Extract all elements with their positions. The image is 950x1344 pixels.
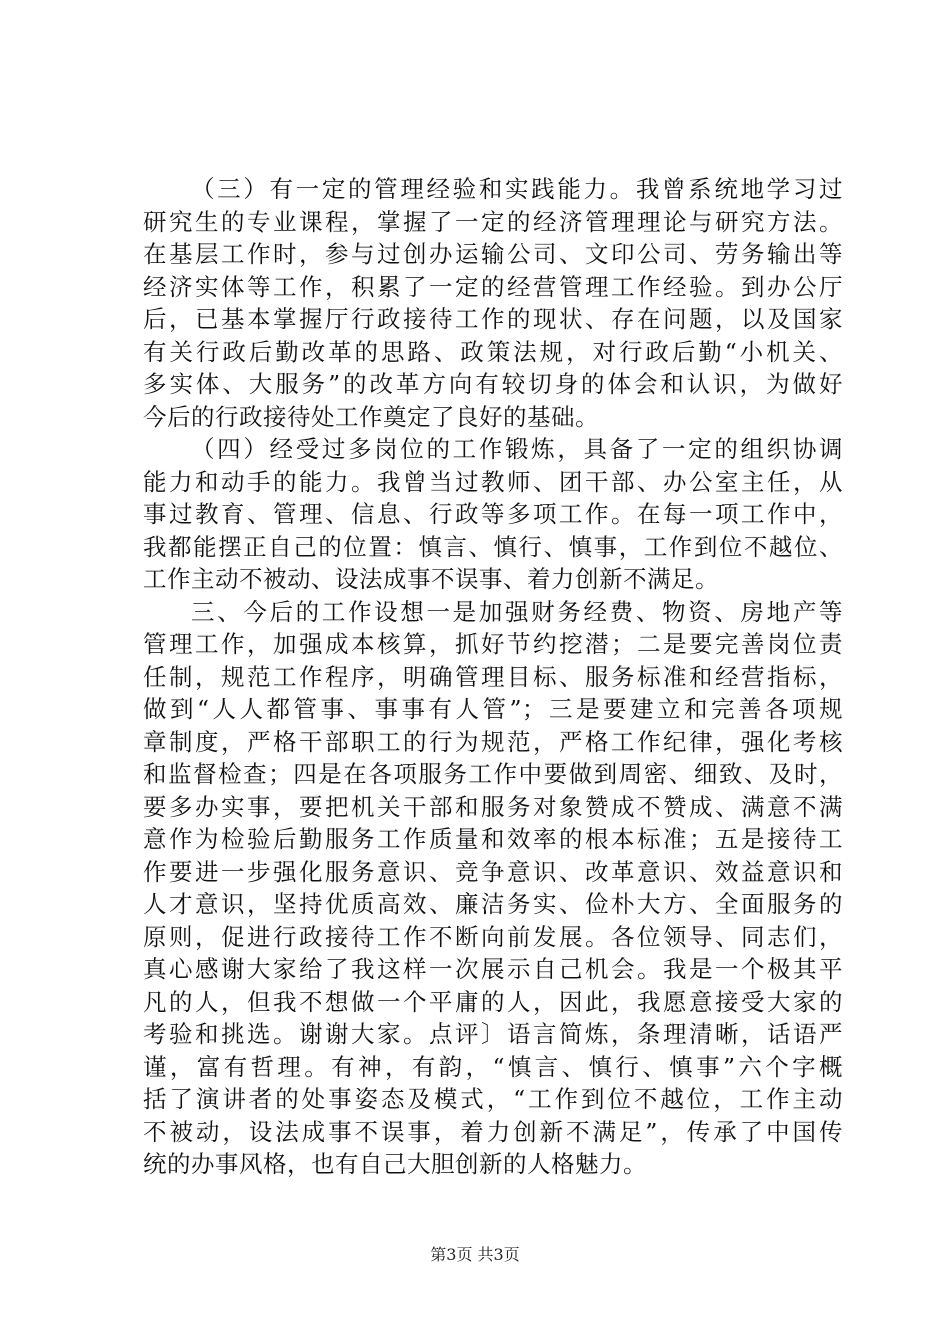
text-line: 括了演讲者的处事姿态及模式，“工作到位不越位，工作主动 bbox=[143, 1085, 843, 1113]
text-line: 和监督检查；四是在各项服务工作中要做到周密、细致、及时， bbox=[143, 760, 843, 788]
document-body bbox=[143, 173, 843, 1181]
text-line: 原则，促进行政接待工作不断向前发展。各位领导、同志们， bbox=[143, 922, 843, 951]
text-line: 后，已基本掌握厅行政接待工作的现状、存在问题，以及国家 bbox=[143, 305, 843, 333]
text-line: 多实体、大服务”的改革方向有较切身的体会和认识，为做好 bbox=[143, 370, 843, 398]
text-line: 工作主动不被动、设法成事不误事、着力创新不满足。 bbox=[143, 565, 719, 593]
text-line: （三）有一定的管理经验和实践能力。我曾系统地学习过 bbox=[191, 175, 843, 203]
text-line: 意作为检验后勤服务工作质量和效率的根本标准；五是接待工 bbox=[143, 825, 843, 853]
text-line: 三、今后的工作设想一是加强财务经费、物资、房地产等 bbox=[191, 597, 843, 626]
text-line: 统的办事风格，也有自己大胆创新的人格魅力。 bbox=[143, 1150, 647, 1178]
text-line: 做到“人人都管事、事事有人管”；三是要建立和完善各项规 bbox=[143, 695, 843, 723]
text-line: 研究生的专业课程，掌握了一定的经济管理理论与研究方法。 bbox=[143, 207, 843, 236]
text-line: 作要进一步强化服务意识、竞争意识、改革意识、效益意识和 bbox=[143, 857, 843, 886]
text-line: 经济实体等工作，积累了一定的经营管理工作经验。到办公厅 bbox=[143, 272, 843, 301]
text-line: 管理工作，加强成本核算，抓好节约挖潜；二是要完善岗位责 bbox=[143, 630, 843, 658]
text-line: 事过教育、管理、信息、行政等多项工作。在每一项工作中， bbox=[143, 500, 843, 528]
text-line: 凡的人，但我不想做一个平庸的人，因此，我愿意接受大家的 bbox=[143, 987, 843, 1016]
text-line: 在基层工作时，参与过创办运输公司、文印公司、劳务输出等 bbox=[143, 240, 843, 268]
text-line: 今后的行政接待处工作奠定了良好的基础。 bbox=[143, 402, 599, 431]
text-line: 考验和挑选。谢谢大家。点评〕语言简炼，条理清晰，话语严 bbox=[143, 1020, 843, 1048]
text-line: 任制，规范工作程序，明确管理目标、服务标准和经营指标， bbox=[143, 662, 843, 691]
text-line: 真心感谢大家给了我这样一次展示自己机会。我是一个极其平 bbox=[143, 955, 843, 983]
text-line: 不被动，设法成事不误事，着力创新不满足”，传承了中国传 bbox=[143, 1117, 843, 1146]
text-line: 能力和动手的能力。我曾当过教师、团干部、办公室主任，从 bbox=[143, 467, 843, 496]
text-line: （四）经受过多岗位的工作锻炼，具备了一定的组织协调 bbox=[191, 435, 843, 463]
text-line: 要多办实事，要把机关干部和服务对象赞成不赞成、满意不满 bbox=[143, 792, 843, 821]
page-footer: 第3页 共3页 bbox=[430, 1245, 520, 1264]
text-line: 谨，富有哲理。有神，有韵，“慎言、慎行、慎事”六个字概 bbox=[143, 1052, 843, 1081]
text-line: 有关行政后勤改革的思路、政策法规，对行政后勤“小机关、 bbox=[143, 337, 843, 366]
text-line: 人才意识，坚持优质高效、廉洁务实、俭朴大方、全面服务的 bbox=[143, 890, 843, 918]
text-line: 章制度，严格干部职工的行为规范，严格工作纪律，强化考核 bbox=[143, 727, 843, 756]
text-line: 我都能摆正自己的位置：慎言、慎行、慎事，工作到位不越位、 bbox=[143, 532, 843, 561]
